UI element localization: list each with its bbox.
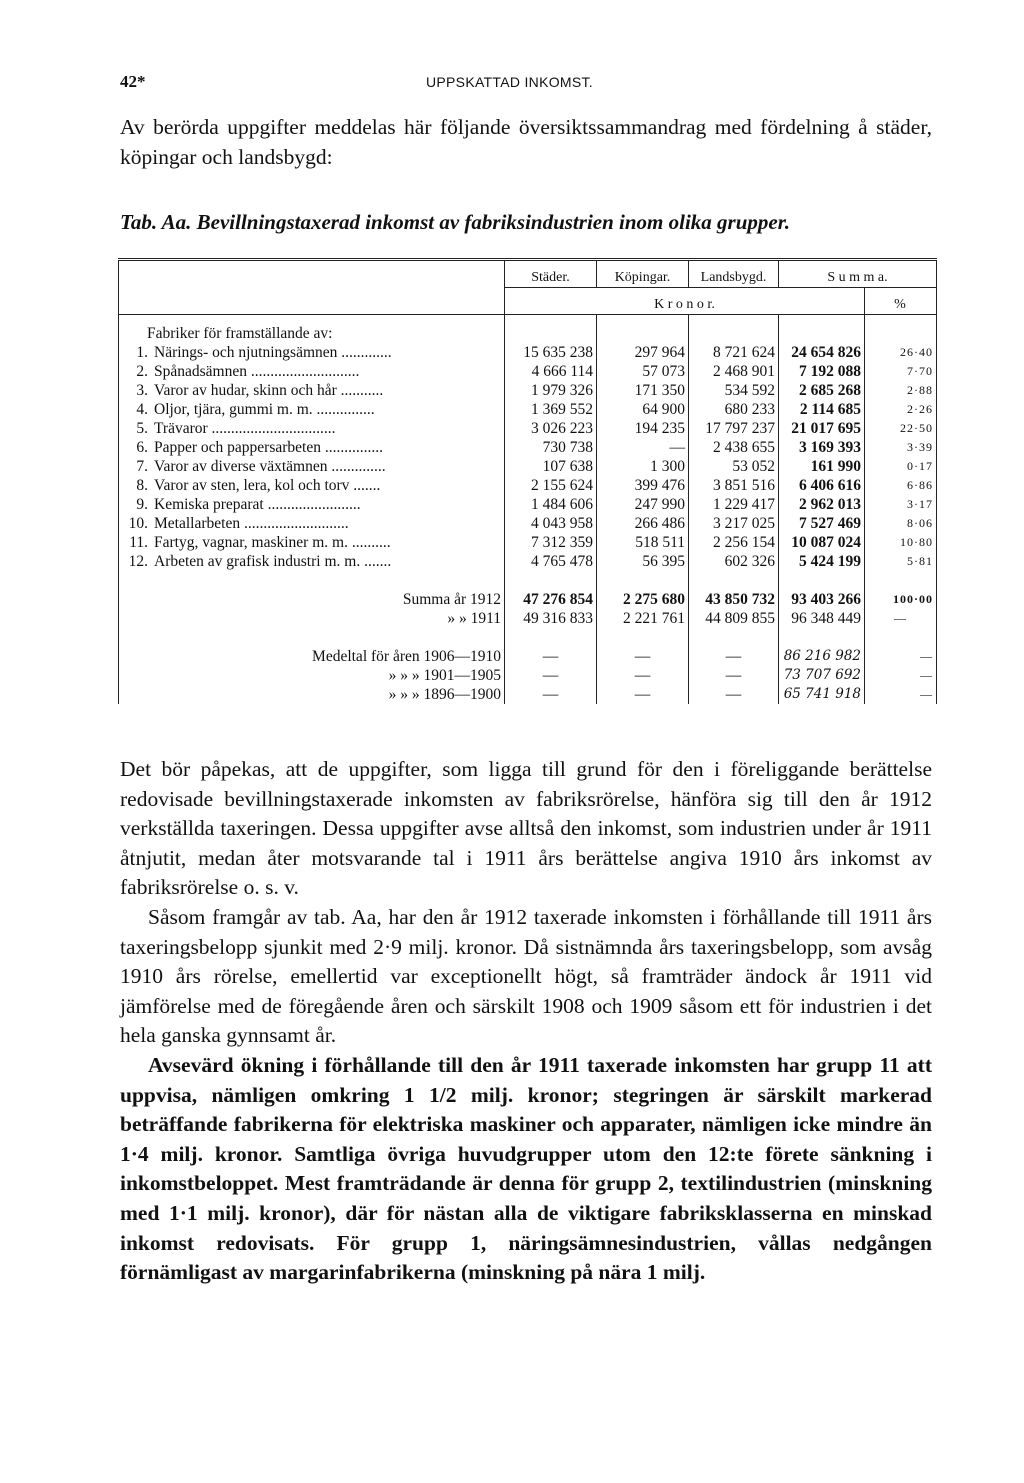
sum-1912-landsbygd: 43 850 732 <box>689 590 779 609</box>
row-label <box>119 533 505 552</box>
cell-stader: 1 979 326 <box>505 381 597 400</box>
row-name: Papper och pappersarbeten ............... <box>154 439 383 456</box>
cell-summa: 161 990 <box>779 457 865 476</box>
sum-1911-label: » » 1911 <box>119 609 505 628</box>
sum-1912-pct: 100·00 <box>865 590 937 609</box>
cell-summa: 24 654 826 <box>779 343 865 362</box>
avg-summa: 65 741 918 <box>779 685 865 704</box>
avg-landsbygd: — <box>689 685 779 704</box>
cell-landsbygd: 680 233 <box>689 400 779 419</box>
cell-landsbygd: 2 468 901 <box>689 362 779 381</box>
cell-pct: 26·40 <box>865 343 937 362</box>
cell-stader: 3 026 223 <box>505 419 597 438</box>
table-caption: Tab. Aa. Bevillningstaxerad inkomst av fabriksindustrien inom olika grupper. <box>120 210 790 234</box>
cell-stader: 1 484 606 <box>505 495 597 514</box>
paragraph-2: Såsom framgår av tab. Aa, har den år 1912 taxerade inkomsten i förhållande till 1911 års taxeringsbelopp sjunkit med 2·9 milj. kronor. Då sistnämnda års taxeringsbelopp, som avsåg 1910 års rörelse, emellertid var exceptionellt högt, så framträder ändock år 1911 vid jämförelse med de föregående åren och särskilt 1908 och 1909 såsom ett för industrien i det hela ganska gynnsamt år. <box>120 904 932 1048</box>
sum-1911-kopingar: 2 221 761 <box>597 609 689 628</box>
cell-kopingar: 518 511 <box>597 533 689 552</box>
avg-summa: 73 707 692 <box>779 666 865 685</box>
table-row <box>119 476 937 495</box>
cell-summa: 10 087 024 <box>779 533 865 552</box>
row-name: Trävaror ................................ <box>154 420 336 437</box>
sum-1912-row <box>119 590 937 609</box>
row-label <box>119 381 505 400</box>
table-row <box>119 533 937 552</box>
sum-1912-label: Summa år 1912 <box>119 590 505 609</box>
cell-pct: 5·81 <box>865 552 937 571</box>
row-name: Arbeten av grafisk industri m. m. ....... <box>154 553 392 570</box>
avg-kopingar: — <box>597 685 689 704</box>
cell-landsbygd: 2 256 154 <box>689 533 779 552</box>
row-label <box>119 495 505 514</box>
avg-landsbygd: — <box>689 647 779 666</box>
row-name: Varor av sten, lera, kol och torv ....... <box>154 477 381 494</box>
cell-pct: 8·06 <box>865 514 937 533</box>
running-head: UPPSKATTAD INKOMST. <box>426 74 593 90</box>
sum-1911-landsbygd: 44 809 855 <box>689 609 779 628</box>
row-name: Fartyg, vagnar, maskiner m. m. .......... <box>154 534 391 551</box>
cell-pct: 7·70 <box>865 362 937 381</box>
average-label: » » » 1901—1905 <box>119 666 505 685</box>
header-landsbygd: Landsbygd. <box>689 260 779 288</box>
cell-summa: 7 192 088 <box>779 362 865 381</box>
row-label <box>119 514 505 533</box>
cell-summa: 5 424 199 <box>779 552 865 571</box>
cell-kopingar: 56 395 <box>597 552 689 571</box>
cell-landsbygd: 1 229 417 <box>689 495 779 514</box>
row-label <box>119 343 505 362</box>
row-number: 9. <box>136 496 148 513</box>
sum-1912-stader: 47 276 854 <box>505 590 597 609</box>
cell-kopingar: 171 350 <box>597 381 689 400</box>
row-name: Närings- och njutningsämnen ............. <box>154 344 392 361</box>
cell-stader: 1 369 552 <box>505 400 597 419</box>
cell-pct: 6·86 <box>865 476 937 495</box>
row-number: 12. <box>128 553 148 570</box>
table-row <box>119 438 937 457</box>
body-text <box>120 755 932 1288</box>
cell-stader: 107 638 <box>505 457 597 476</box>
table-row <box>119 457 937 476</box>
row-number: 6. <box>136 439 148 456</box>
row-number: 7. <box>136 458 148 475</box>
row-label <box>119 400 505 419</box>
row-label <box>119 457 505 476</box>
table-row <box>119 495 937 514</box>
cell-pct: 2·88 <box>865 381 937 400</box>
table-header-row <box>119 260 937 288</box>
cell-kopingar: 57 073 <box>597 362 689 381</box>
cell-stader: 2 155 624 <box>505 476 597 495</box>
cell-kopingar: 1 300 <box>597 457 689 476</box>
sum-1912-summa: 93 403 266 <box>779 590 865 609</box>
row-name: Kemiska preparat ........................ <box>154 496 361 513</box>
cell-kopingar: — <box>597 438 689 457</box>
cell-stader: 4 765 478 <box>505 552 597 571</box>
section-label: Fabriker för framställande av: <box>119 315 505 344</box>
cell-pct: 10·80 <box>865 533 937 552</box>
cell-stader: 4 043 958 <box>505 514 597 533</box>
row-label <box>119 419 505 438</box>
row-label <box>119 362 505 381</box>
cell-stader: 4 666 114 <box>505 362 597 381</box>
table-row <box>119 400 937 419</box>
cell-stader: 7 312 359 <box>505 533 597 552</box>
cell-summa: 3 169 393 <box>779 438 865 457</box>
cell-summa: 2 685 268 <box>779 381 865 400</box>
cell-landsbygd: 534 592 <box>689 381 779 400</box>
row-number: 2. <box>136 363 148 380</box>
row-label <box>119 552 505 571</box>
sum-1911-pct: — <box>865 609 937 628</box>
cell-summa: 6 406 616 <box>779 476 865 495</box>
cell-kopingar: 64 900 <box>597 400 689 419</box>
cell-landsbygd: 602 326 <box>689 552 779 571</box>
cell-summa: 2 962 013 <box>779 495 865 514</box>
cell-pct: 3·17 <box>865 495 937 514</box>
avg-landsbygd: — <box>689 666 779 685</box>
avg-kopingar: — <box>597 647 689 666</box>
cell-pct: 0·17 <box>865 457 937 476</box>
average-label: Medeltal för åren 1906—1910 <box>119 647 505 666</box>
avg-pct: — <box>865 647 937 666</box>
unit-label: K r o n o r. <box>505 288 865 315</box>
table-unit-row <box>119 288 937 315</box>
avg-pct: — <box>865 666 937 685</box>
cell-landsbygd: 53 052 <box>689 457 779 476</box>
sum-1912-kopingar: 2 275 680 <box>597 590 689 609</box>
header-summa: S u m m a. <box>779 260 937 288</box>
avg-stader: — <box>505 647 597 666</box>
average-row <box>119 666 937 685</box>
avg-stader: — <box>505 685 597 704</box>
cell-kopingar: 399 476 <box>597 476 689 495</box>
row-number: 10. <box>128 515 148 532</box>
header-kopingar: Köpingar. <box>597 260 689 288</box>
cell-stader: 15 635 238 <box>505 343 597 362</box>
avg-summa: 86 216 982 <box>779 647 865 666</box>
cell-pct: 22·50 <box>865 419 937 438</box>
row-number: 1. <box>136 344 148 361</box>
sum-1911-row <box>119 609 937 628</box>
avg-stader: — <box>505 666 597 685</box>
cell-summa: 7 527 469 <box>779 514 865 533</box>
cell-landsbygd: 8 721 624 <box>689 343 779 362</box>
header-blank <box>119 260 505 288</box>
paragraph-3: Avsevärd ökning i förhållande till den år 1911 taxerade inkomsten har grupp 11 att uppvisa, nämligen omkring 1 1/2 milj. kronor; stegringen är särskilt markerad beträffande fabrikerna för elektriska maskiner och apparater, nämligen icke mindre än 1·4 milj. kronor. Samtliga övriga huvudgrupper utom den 12:te förete sänkning i inkomstbeloppet. Mest framträdande är denna för grupp 2, textilindustrien (minskning med 1·1 milj. kronor), där för nästan alla de viktigare fabriksklasserna en minskad inkomst redovisats. För grupp 1, näringsämnesindustrien, vållas nedgången förnämligast av margarinfabrikerna (minskning på nära 1 milj. <box>120 1052 932 1285</box>
cell-kopingar: 297 964 <box>597 343 689 362</box>
table-row <box>119 514 937 533</box>
row-name: Varor av hudar, skinn och hår ........... <box>154 382 384 399</box>
row-name: Spånadsämnen ............................ <box>154 363 360 380</box>
row-number: 3. <box>136 382 148 399</box>
section-row <box>119 315 937 344</box>
row-number: 4. <box>136 401 148 418</box>
table-row <box>119 552 937 571</box>
intro-paragraph: Av berörda uppgifter meddelas här följande översiktssammandrag med fördelning å städer, köpingar och landsbygd: <box>120 115 932 169</box>
avg-kopingar: — <box>597 666 689 685</box>
row-name: Metallarbeten ........................... <box>154 515 349 532</box>
table-row <box>119 362 937 381</box>
cell-landsbygd: 3 851 516 <box>689 476 779 495</box>
page-number: 42* <box>120 72 146 91</box>
income-table <box>118 258 937 704</box>
average-label: » » » 1896—1900 <box>119 685 505 704</box>
row-number: 5. <box>136 420 148 437</box>
cell-pct: 3·39 <box>865 438 937 457</box>
header-stader: Städer. <box>505 260 597 288</box>
row-label <box>119 438 505 457</box>
row-number: 8. <box>136 477 148 494</box>
table-row <box>119 419 937 438</box>
cell-kopingar: 266 486 <box>597 514 689 533</box>
cell-summa: 21 017 695 <box>779 419 865 438</box>
pct-label: % <box>865 288 937 315</box>
table-row <box>119 381 937 400</box>
cell-pct: 2·26 <box>865 400 937 419</box>
average-row <box>119 685 937 704</box>
paragraph-1: Det bör påpekas, att de uppgifter, som ligga till grund för den i föreliggande berättelse redovisade bevillningstaxerade inkomsten av fabriksrörelse, hänföra sig till den år 1912 verkställda taxeringen. Dessa uppgifter avse alltså den inkomst, som industrien under år 1911 åtnjutit, medan åter motsvarande tal i 1911 års berättelse angiva 1910 års inkomst av fabriksrörelse o. s. v. <box>120 757 932 900</box>
average-row <box>119 647 937 666</box>
avg-pct: — <box>865 685 937 704</box>
row-label <box>119 476 505 495</box>
cell-kopingar: 194 235 <box>597 419 689 438</box>
row-name: Varor av diverse växtämnen .............. <box>154 458 386 475</box>
table-row <box>119 343 937 362</box>
cell-kopingar: 247 990 <box>597 495 689 514</box>
cell-landsbygd: 2 438 655 <box>689 438 779 457</box>
row-number: 11. <box>129 534 148 551</box>
row-name: Oljor, tjära, gummi m. m. ............... <box>154 401 375 418</box>
cell-landsbygd: 3 217 025 <box>689 514 779 533</box>
sum-1911-summa: 96 348 449 <box>779 609 865 628</box>
cell-summa: 2 114 685 <box>779 400 865 419</box>
sum-1911-stader: 49 316 833 <box>505 609 597 628</box>
cell-stader: 730 738 <box>505 438 597 457</box>
cell-landsbygd: 17 797 237 <box>689 419 779 438</box>
